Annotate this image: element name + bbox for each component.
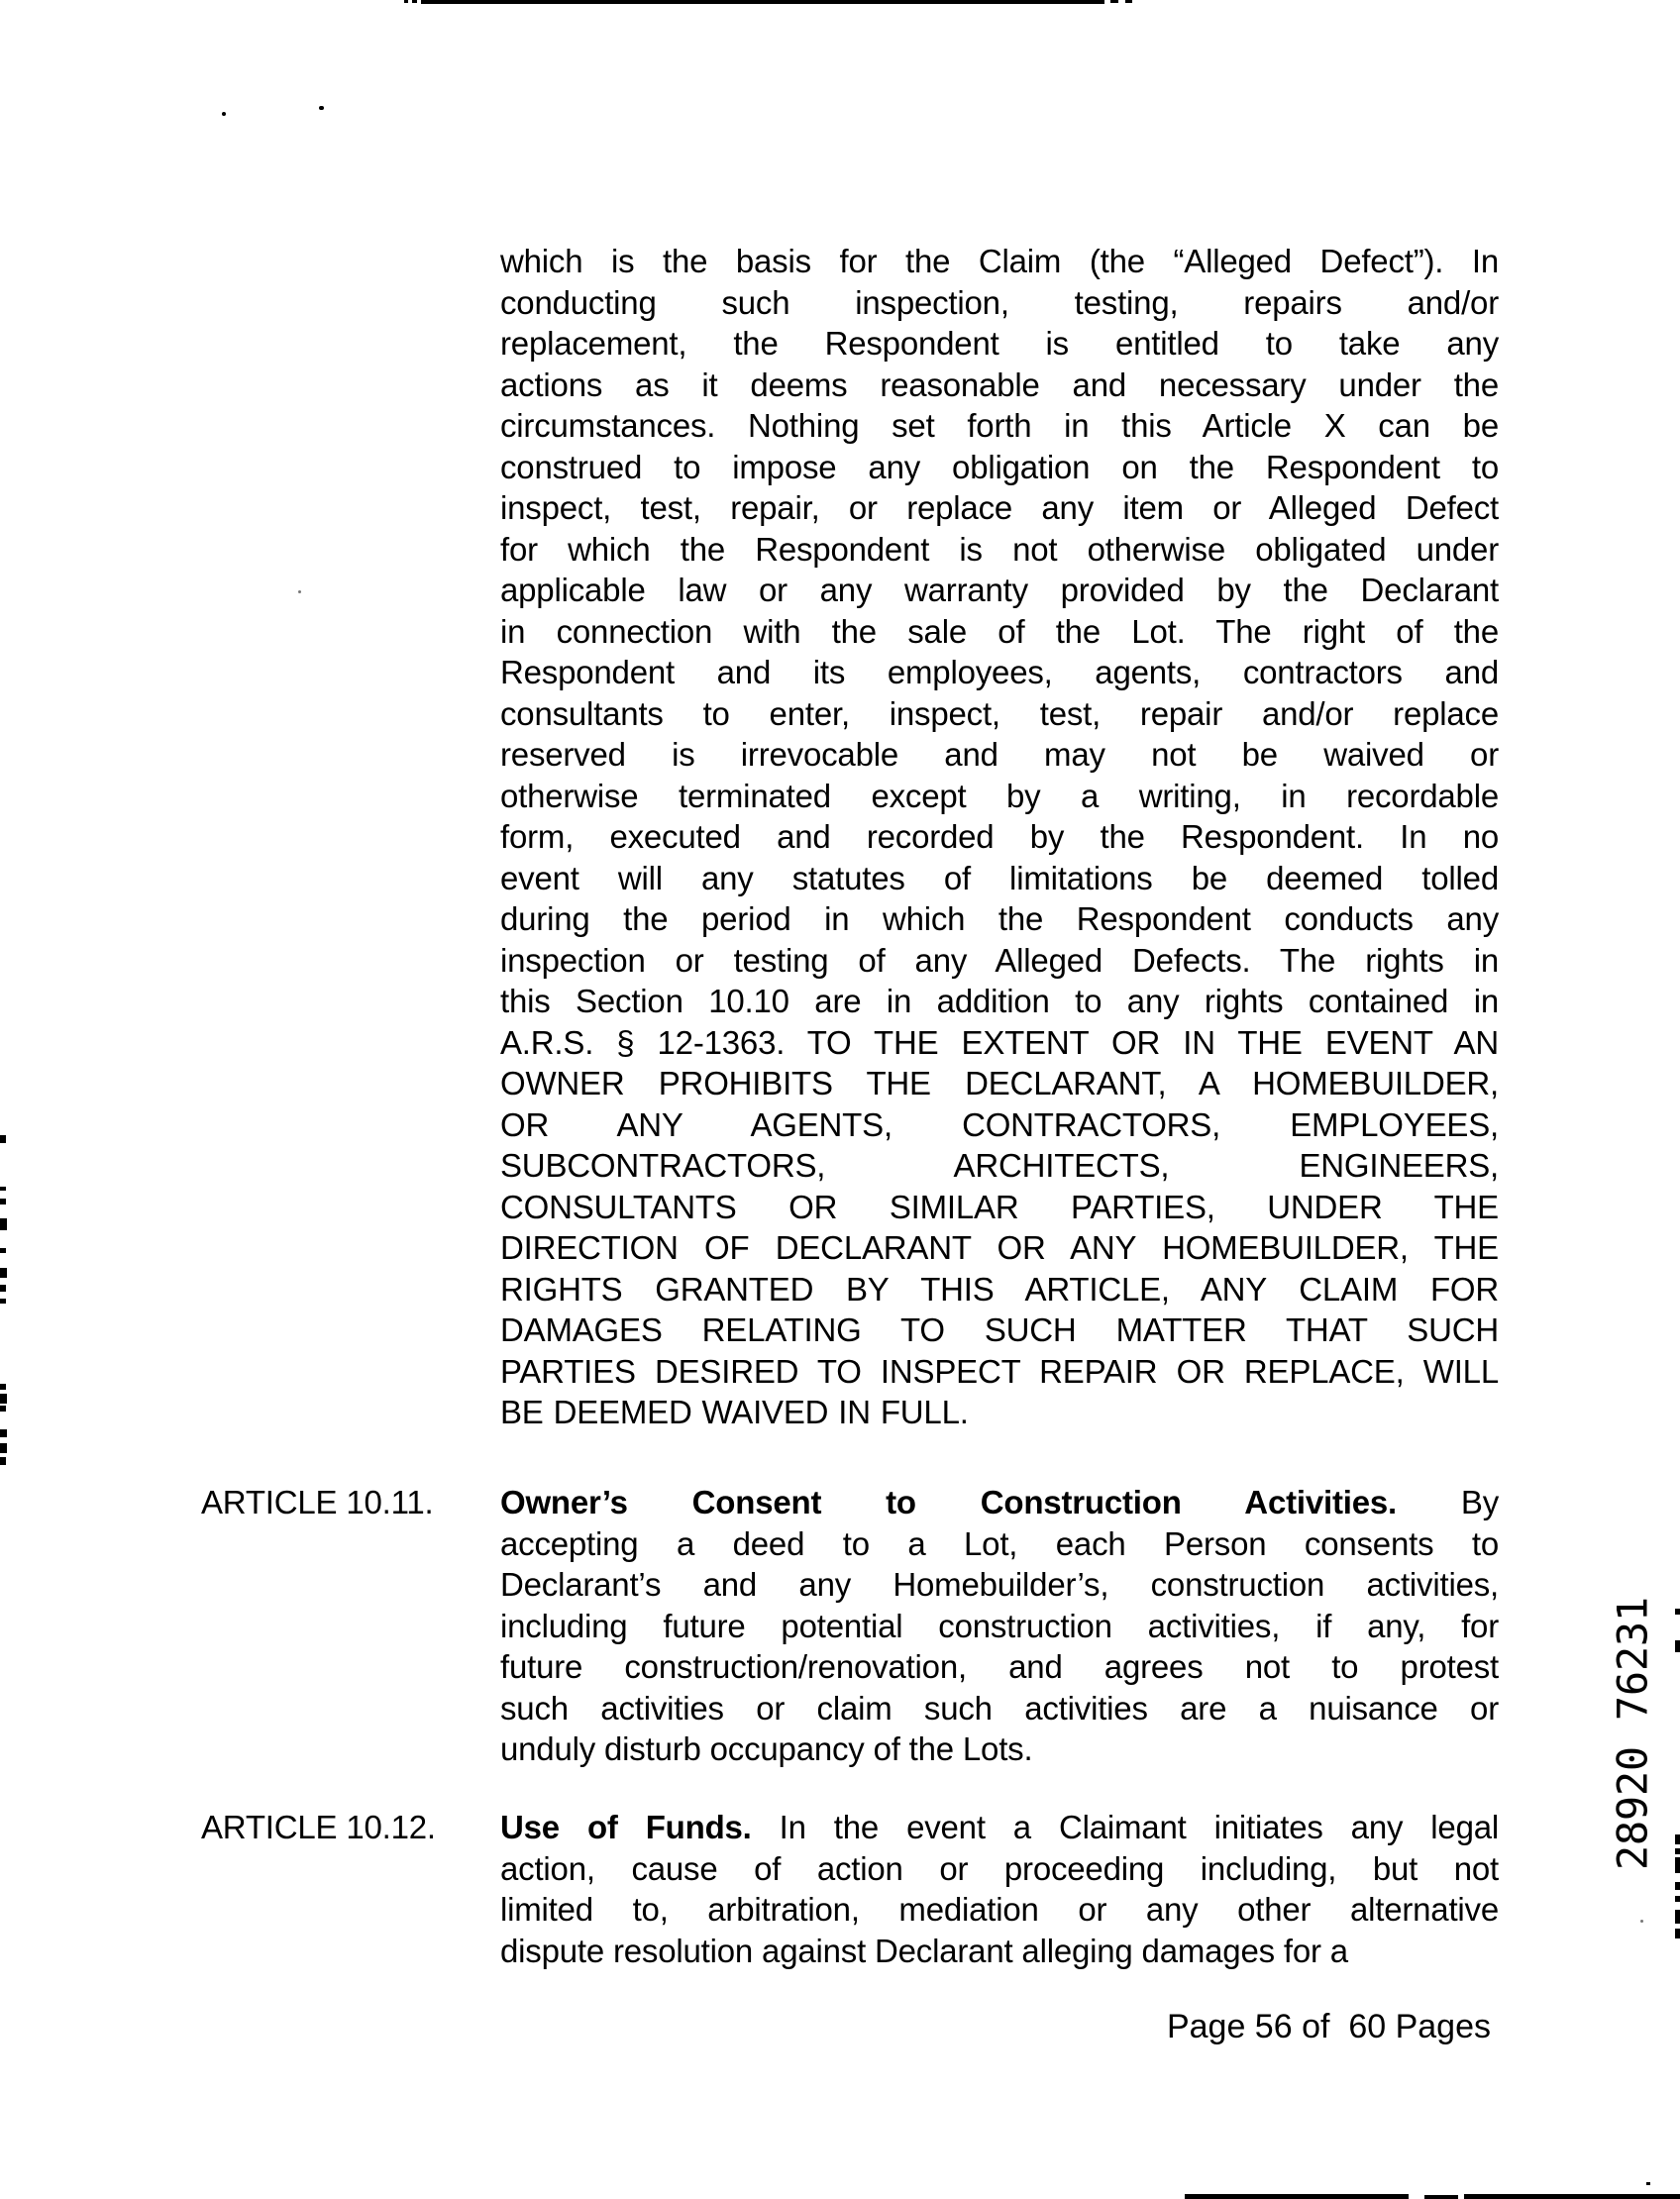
scan-edge-dash-left <box>0 1384 6 1390</box>
text-line: dispute resolution against Declarant alleging damages for a <box>500 1932 1348 1969</box>
scan-edge-dash-right <box>1675 1640 1680 1652</box>
scan-edge-dash-right <box>1675 1896 1680 1902</box>
text-line: reserved is irrevocable and may not be waived or <box>500 736 1499 773</box>
text-line: construed to impose any obligation on the Respondent to <box>500 448 1499 485</box>
article-heading: Use of Funds. <box>500 1809 752 1845</box>
article-10-11 <box>201 1482 1499 1770</box>
scan-artifact-top-dot <box>412 0 417 3</box>
text-line: DIRECTION OF DECLARANT OR ANY HOMEBUILDER, THE <box>500 1229 1499 1266</box>
text-line: OR ANY AGENTS, CONTRACTORS, EMPLOYEES, <box>500 1105 1499 1143</box>
stamp-digit: 7 <box>1608 1695 1657 1722</box>
article-10-12 <box>201 1807 1499 1971</box>
stamp-digit: 0 <box>1608 1745 1657 1772</box>
text-line: A.R.S. § 12-1363. TO THE EXTENT OR IN THE EVENT AN <box>500 1023 1499 1061</box>
text-line: actions as it deems reasonable and necessary under the <box>500 366 1499 403</box>
scan-edge-dash-right <box>1675 1910 1680 1924</box>
scan-edge-dash-left <box>0 1199 6 1204</box>
text-line: applicable law or any warranty provided by the Declarant <box>500 572 1499 608</box>
stamp-digit: 1 <box>1608 1596 1657 1623</box>
article-heading: Owner’s Consent to Construction Activities. <box>500 1484 1398 1520</box>
scan-edge-dash-left <box>0 1457 6 1465</box>
stamp-digit: 2 <box>1608 1770 1657 1797</box>
stamp-digit: 6 <box>1608 1670 1657 1697</box>
text-line: unduly disturb occupancy of the Lots. <box>500 1730 1033 1767</box>
recorder-stamp-vertical <box>1608 1596 1657 1871</box>
scan-artifact-top-dot <box>404 0 408 3</box>
text-line: Declarant’s and any Homebuilder’s, construction activities, <box>500 1566 1499 1603</box>
text-line: OWNER PROHIBITS THE DECLARANT, A HOMEBUILDER, <box>500 1065 1499 1101</box>
text-line: circumstances. Nothing set forth in this Article X can be <box>500 407 1499 444</box>
text-line: Respondent and its employees, agents, contractors and <box>500 654 1499 690</box>
stamp-digit: 2 <box>1608 1844 1657 1871</box>
text-line: conducting such inspection, testing, repairs and/or <box>500 283 1499 321</box>
scan-edge-dash-left <box>0 1443 7 1453</box>
text-line: action, cause of action or proceeding including, but not <box>500 1849 1499 1887</box>
text-line: DAMAGES RELATING TO SUCH MATTER THAT SUCH <box>500 1311 1499 1348</box>
scan-speck <box>1640 1920 1643 1923</box>
text-line: which is the basis for the Claim (the “Alleged Defect”). In <box>500 243 1499 279</box>
text-line: replacement, the Respondent is entitled to take any <box>500 325 1499 362</box>
page-number-footer: Page 56 of 60 Pages <box>1166 2008 1491 2045</box>
article-heading-line <box>500 1482 1499 1523</box>
scan-speck <box>319 106 324 110</box>
scan-edge-dash-left <box>0 1406 6 1412</box>
text-line: otherwise terminated except by a writing, in recordable <box>500 777 1499 814</box>
text-line: in connection with the sale of the Lot. The right of the <box>500 612 1499 650</box>
scan-edge-dash-right <box>1675 1834 1680 1844</box>
text-line: accepting a deed to a Lot, each Person consents to <box>500 1524 1499 1562</box>
text-line: PARTIES DESIRED TO INSPECT REPAIR OR REPLACE, WILL <box>500 1352 1499 1390</box>
text-line: CONSULTANTS OR SIMILAR PARTIES, UNDER THE <box>500 1188 1499 1225</box>
text-line: this Section 10.10 are in addition to any rights contained in <box>500 983 1499 1019</box>
article-label: ARTICLE 10.12. <box>201 1809 436 1845</box>
scan-edge-dash-right <box>1675 1609 1680 1615</box>
text-line: for which the Respondent is not otherwise obligated under <box>500 530 1499 568</box>
text-line: including future potential construction activities, if any, for <box>500 1607 1499 1644</box>
scan-edge-dash-right <box>1675 1857 1680 1873</box>
text-line: during the period in which the Respondent conducts any <box>500 900 1499 937</box>
stamp-digit: 3 <box>1608 1621 1657 1647</box>
scan-artifact-bottom-line <box>1185 2194 1409 2199</box>
scan-artifact-top-dash <box>1125 0 1132 3</box>
article-heading-rest: In the event a Claimant initiates any legal <box>779 1809 1500 1845</box>
article-text-lines <box>500 1523 1499 1770</box>
article-body <box>500 1807 1499 1971</box>
article-label: ARTICLE 10.11. <box>201 1484 434 1520</box>
scan-artifact-bottom-line <box>1464 2194 1680 2199</box>
paragraph-continuation <box>500 241 1499 1433</box>
scan-speck <box>222 112 226 116</box>
scan-edge-dash-left <box>0 1394 7 1404</box>
article-text-lines <box>500 1848 1499 1972</box>
text-line: inspection or testing of any Alleged Defects. The rights in <box>500 941 1499 979</box>
scan-edge-dash-left <box>0 1187 6 1191</box>
scan-edge-dash-left <box>0 1429 7 1437</box>
text-line: event will any statutes of limitations be deemed tolled <box>500 859 1499 896</box>
scan-speck <box>1646 2182 1650 2185</box>
scan-edge-dash-left <box>0 1248 6 1253</box>
stamp-digit: 9 <box>1608 1795 1657 1822</box>
text-line: BE DEEMED WAIVED IN FULL. <box>500 1394 969 1430</box>
text-line: form, executed and recorded by the Respondent. In no <box>500 818 1499 855</box>
scan-artifact-top-dash <box>1110 0 1118 3</box>
scan-edge-dash-left <box>0 1135 6 1143</box>
scan-edge-dash-left <box>0 1299 6 1304</box>
stamp-digit: 2 <box>1608 1645 1657 1672</box>
text-line: future construction/renovation, and agrees not to protest <box>500 1648 1499 1685</box>
scan-edge-dash-right <box>1675 1848 1680 1854</box>
scan-edge-dash-right <box>1675 1929 1680 1938</box>
text-line: such activities or claim such activities are a nuisance or <box>500 1689 1499 1727</box>
scan-speck <box>298 590 301 593</box>
scan-edge-dash-right <box>1675 1882 1680 1890</box>
text-line: inspect, test, repair, or replace any item or Alleged Defect <box>500 489 1499 526</box>
text-line: RIGHTS GRANTED BY THIS ARTICLE, ANY CLAIM FOR <box>500 1270 1499 1308</box>
text-line: consultants to enter, inspect, test, repair and/or replace <box>500 694 1499 732</box>
text-line: SUBCONTRACTORS, ARCHITECTS, ENGINEERS, <box>500 1147 1499 1184</box>
scan-edge-dash-left <box>0 1285 6 1292</box>
scan-artifact-bottom-dash <box>1424 2195 1458 2199</box>
article-body <box>500 1482 1499 1770</box>
scan-edge-dash-left <box>0 1218 7 1230</box>
article-heading-line <box>500 1807 1499 1848</box>
scan-edge-dash-left <box>0 1268 7 1278</box>
article-heading-rest: By <box>1460 1484 1500 1520</box>
stamp-digit: 8 <box>1608 1820 1657 1846</box>
text-line: limited to, arbitration, mediation or any other alternative <box>500 1891 1499 1928</box>
scan-artifact-top-line <box>421 0 1104 4</box>
